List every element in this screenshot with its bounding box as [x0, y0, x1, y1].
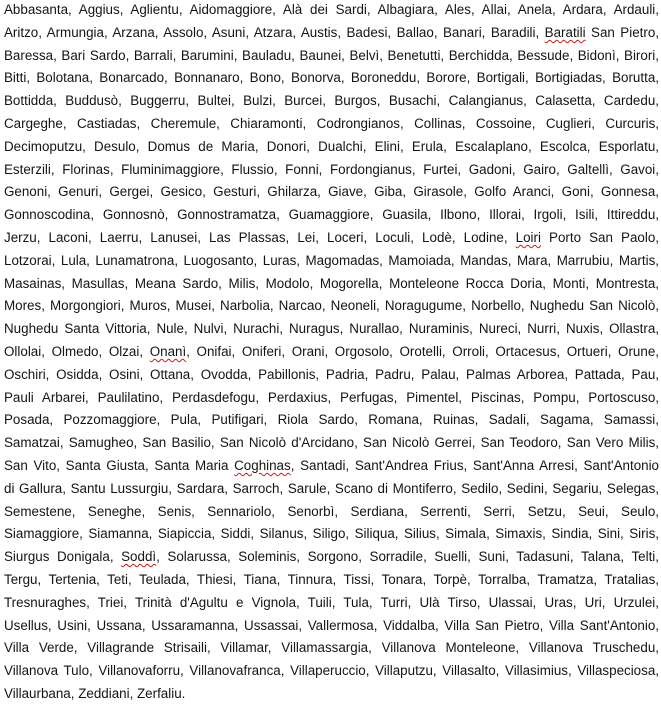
text-segment: di Gallura, Santu Lussurgiu, Sardara, Sarroch, Sarule, Scano di Montiferro, Sedilo, Sedini, Segariu, Selegas, [4, 480, 659, 496]
text-segment: Mores, Morgongiori, Muros, Musei, Narbolia, Narcao, Neoneli, Noragugume, Norbello, Nughedu San Nicolò, [4, 298, 659, 314]
text-line [4, 546, 659, 569]
text-line [4, 295, 659, 318]
text-segment: , Onifai, Oniferi, Orani, Orgosolo, Orotelli, Orroli, Ortacesus, Ortueri, Orune, [186, 343, 659, 359]
spellcheck-flagged-word: Onanì [149, 343, 187, 359]
text-line [4, 592, 659, 615]
text-line [4, 0, 659, 22]
text-line [4, 387, 659, 410]
text-segment: Villanova Tulo, Villanovaforru, Villanovafranca, Villaperuccio, Villaputzu, Villasalto, Villasimius, Villaspeciosa, [4, 663, 659, 679]
text-segment: Ollolai, Olmedo, Olzai, [4, 343, 150, 359]
municipality-list [4, 0, 659, 706]
text-segment: , Solarussa, Soleminis, Sorgono, Sorradile, Suelli, Suni, Tadasuni, Talana, Telti, [156, 549, 659, 565]
text-line [4, 615, 659, 638]
text-line [4, 22, 659, 45]
text-segment: Oschiri, Osidda, Osini, Ottana, Ovodda, Pabillonis, Padria, Padru, Palau, Palmas Arborea, Pattada, Pau, [4, 366, 659, 382]
text-line [4, 318, 659, 341]
text-segment: Cargeghe, Castiadas, Cheremule, Chiaramonti, Codrongianos, Collinas, Cossoine, Cuglieri, Curcuris, [4, 115, 659, 131]
text-segment: Siamaggiore, Siamanna, Siapiccia, Siddi, Silanus, Siligo, Siliqua, Silius, Simala, Simaxis, Sindia, Sini, Siris, [4, 526, 659, 542]
spellcheck-flagged-word: Soddì [121, 549, 157, 565]
text-segment: Villa Verde, Villagrande Strisaili, Villamar, Villamassargia, Villanova Monteleone, Villanova Truschedu, [4, 640, 659, 656]
text-segment: Semestene, Seneghe, Senis, Sennariolo, Senorbì, Serdiana, Serrenti, Serri, Setzu, Seui, Seulo, [4, 503, 659, 519]
text-line [4, 364, 659, 387]
text-segment: Posada, Pozzomaggiore, Pula, Putifigari, Riola Sardo, Romana, Ruinas, Sadali, Sagama, Samassi, [4, 412, 659, 428]
text-line [4, 204, 659, 227]
text-line [4, 409, 659, 432]
text-segment: San Vito, Santa Giusta, Santa Maria [4, 457, 235, 473]
text-segment: Porto San Paolo, [540, 229, 659, 245]
text-line [4, 501, 659, 524]
text-segment: Tergu, Tertenia, Teti, Teulada, Thiesi, Tiana, Tinnura, Tissi, Tonara, Torpè, Torralba, Tramatza, Tratalias, [4, 571, 659, 587]
text-segment: Jerzu, Laconi, Laerru, Lanusei, Las Plassas, Lei, Loceri, Loculi, Lodè, Lodine, [4, 229, 516, 245]
spellcheck-flagged-word: Loiri [515, 229, 541, 245]
text-line [4, 637, 659, 660]
spellcheck-flagged-word: Coghinas [234, 457, 291, 473]
text-line [4, 67, 659, 90]
text-line [4, 136, 659, 159]
text-segment: Gonnoscodina, Gonnosnò, Gonnostramatza, Guamaggiore, Guasila, Ilbono, Illorai, Irgoli, Isili, Ittireddu, [4, 207, 659, 223]
text-segment: Tresnuraghes, Triei, Trinità d'Agultu e Vignola, Tuili, Tula, Turri, Ulà Tirso, Ulassai, Uras, Uri, Urzulei, [4, 594, 659, 610]
text-line [4, 523, 659, 546]
spellcheck-flagged-word: Baratili [544, 24, 586, 40]
text-segment: Siurgus Donigala, [4, 549, 122, 565]
text-segment: Bottidda, Buddusò, Buggerru, Bultei, Bulzi, Burcei, Burgos, Busachi, Calangianus, Calasetta, Cardedu, [4, 93, 659, 109]
text-line [4, 181, 659, 204]
text-line [4, 341, 659, 364]
text-segment: Bitti, Bolotana, Bonarcado, Bonnanaro, Bono, Bonorva, Boroneddu, Borore, Bortigali, Bortigiadas, Borutta, [4, 70, 659, 86]
text-line [4, 273, 659, 296]
text-line [4, 478, 659, 501]
text-line [4, 159, 659, 182]
text-segment: Esterzili, Florinas, Fluminimaggiore, Flussio, Fonni, Fordongianus, Furtei, Gadoni, Gairo, Galtellì, Gavoi, [4, 161, 659, 177]
text-segment: Decimoputzu, Desulo, Domus de Maria, Donori, Dualchi, Elini, Erula, Escalaplano, Escolca, Esporlatu, [4, 138, 659, 154]
text-segment: Usellus, Usini, Ussana, Ussaramanna, Ussassai, Vallermosa, Viddalba, Villa San Pietro, Villa Sant'Antonio, [4, 617, 659, 633]
text-line [4, 227, 659, 250]
text-segment: Villaurbana, Zeddiani, Zerfaliu. [4, 685, 186, 701]
text-segment: Baressa, Bari Sardo, Barrali, Barumini, Bauladu, Baunei, Belvì, Benetutti, Berchidda, Bessude, Bidonì, Birori, [4, 47, 659, 63]
text-segment: Pauli Arbarei, Paulilatino, Perdasdefogu, Perdaxius, Perfugas, Pimentel, Piscinas, Pompu, Portoscuso, [4, 389, 659, 405]
text-segment: Aritzo, Armungia, Arzana, Assolo, Asuni, Atzara, Austis, Badesi, Ballao, Banari, Baradili, [4, 24, 545, 40]
text-line [4, 250, 659, 273]
text-line [4, 683, 659, 706]
text-segment: Abbasanta, Aggius, Aglientu, Aidomaggiore, Alà dei Sardi, Albagiara, Ales, Allai, Anela, Ardara, Ardauli, [4, 2, 659, 17]
text-segment: Masainas, Masullas, Meana Sardo, Milis, Modolo, Mogorella, Monteleone Rocca Doria, Monti, Montresta, [4, 275, 659, 291]
text-line [4, 660, 659, 683]
text-segment: Samatzai, Samugheo, San Basilio, San Nicolò d'Arcidano, San Nicolò Gerrei, San Teodoro, San Vero Milis, [4, 435, 659, 451]
text-line [4, 90, 659, 113]
text-line [4, 455, 659, 478]
text-line [4, 432, 659, 455]
text-segment: , Santadi, Sant'Andrea Frius, Sant'Anna Arresi, Sant'Antonio [290, 457, 659, 473]
text-line [4, 113, 659, 136]
text-segment: Genoni, Genuri, Gergei, Gesico, Gesturi, Ghilarza, Giave, Giba, Girasole, Golfo Aranci, Goni, Gonnesa, [4, 184, 659, 200]
text-segment: San Pietro, [585, 24, 659, 40]
document-page [4, 0, 659, 720]
text-segment: Nughedu Santa Vittoria, Nule, Nulvi, Nurachi, Nuragus, Nurallao, Nuraminis, Nureci, Nurri, Nuxis, Ollastra, [4, 321, 659, 337]
text-line [4, 569, 659, 592]
text-line [4, 45, 659, 68]
text-segment: Lotzorai, Lula, Lunamatrona, Luogosanto, Luras, Magomadas, Mamoiada, Mandas, Mara, Marrubiu, Martis, [4, 252, 659, 268]
